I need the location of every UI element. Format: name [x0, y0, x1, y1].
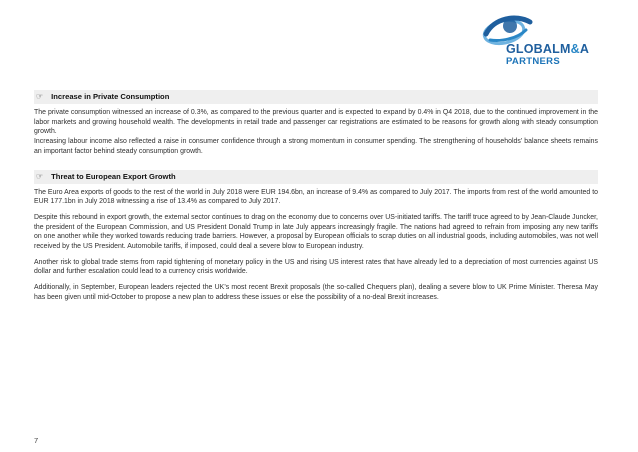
paragraph: The Euro Area exports of goods to the rest of the world in July 2018 were EUR 194.6bn, an increase of 9.4% as compared to July 2017. The imports from rest of the world amounted to EUR 177.1bn in July 2018 witnessing a rise of 13.4% as compared to July 2017.: [34, 188, 598, 206]
paragraph: Additionally, in September, European leaders rejected the UK’s most recent Brexit proposals (the so-called Chequers plan), dealing a severe blow to UK Prime Minister. Theresa May has been given until mid-October to propose a new plan to address these issues or else the possibility of a no-deal Brexit increases.: [34, 284, 598, 301]
logo-brand-text: GLOBALM&A: [506, 42, 590, 56]
pointing-hand-icon: ☞: [36, 92, 44, 101]
paragraph: Despite this rebound in export growth, the external sector continues to drag on the economy due to concerns over US-initiated tariffs. The tariff truce agreed to by Jean-Claude Juncker, the president of the European Commission, and US President Donald Trump in late July appears increasingly fragile. The nations had agreed to refrain from imposing any new tariffs on one another while they worked towards reducing trade barriers. However, a proposal by European officials to scrap duties on all industrial goods, including automobiles, was not well received by the US President. Automobile tariffs, if imposed, could deal a severe blow to European industry.: [34, 213, 598, 251]
logo-sub-text: PARTNERS: [506, 56, 560, 67]
globe-swoosh-icon: [480, 12, 540, 46]
paragraph: Increasing labour income also reflected a raise in consumer confidence through a strong momentum in consumer spending. The strengthening of households’ balance sheets remains an important factor behind steady consumption growth.: [34, 138, 598, 155]
report-body: [34, 90, 598, 309]
pointing-hand-icon: ☞: [36, 171, 44, 181]
section-heading-export-growth: ☞ Threat to European Export Growth: [34, 170, 598, 184]
paragraph: The private consumption witnessed an increase of 0.3%, as compared to the previous quarter and is expected to expand by 0.4% in Q4 2018, due to the continued improvement in the labor markets and growing household wealth. The developments in retail trade and passenger car registrations are estimated to be reasons for growth along with steady consumption growth.: [34, 109, 598, 136]
page-number: 7: [34, 436, 39, 445]
section-heading-private-consumption: ☞ Increase in Private Consumption: [34, 90, 598, 104]
globalma-logo: [480, 12, 630, 70]
paragraph: Another risk to global trade stems from rapid tightening of monetary policy in the US and rising US interest rates that have already led to a depreciation of most currencies against US dollar and further escalation could lead to a currency crisis worldwide.: [34, 258, 598, 276]
